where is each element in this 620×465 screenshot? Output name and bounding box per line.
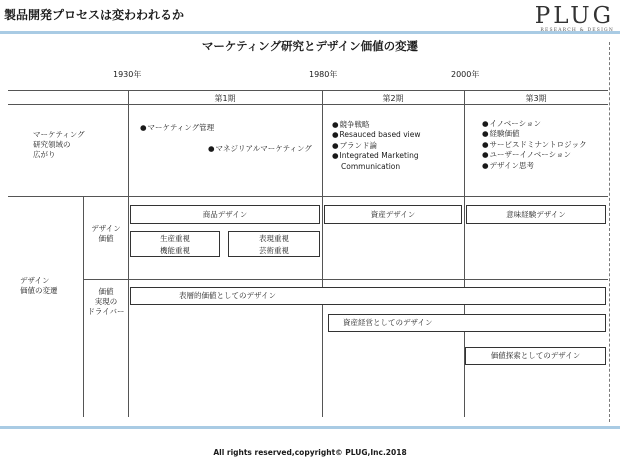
list-item-text: サービスドミナントロジック [489,139,587,149]
bullet-icon: ● [332,120,339,129]
marketing-scope-label [33,130,85,160]
marketing-item-text: マーケティング管理 [147,123,215,132]
list-item [332,141,420,151]
label-line: マーケティング [33,130,85,139]
marketing-list-phase3 [482,119,587,171]
box-line: 表現重視 [259,234,289,243]
phase-header-rule [8,104,608,105]
expression-focus-box [228,231,320,257]
list-item [332,151,420,161]
marketing-list-phase2 [332,120,420,172]
value-driver-label [86,287,126,317]
asset-management-design-box: 資産経営としてのデザイン [328,314,606,332]
marketing-item [140,122,214,133]
list-item-text: ブランド論 [339,140,378,150]
bullet-icon: ● [140,123,147,132]
list-item [332,130,420,140]
phase3-divider [464,90,465,417]
bullet-icon: ● [332,140,339,150]
label-line: デザイン [91,224,121,233]
footer-divider [0,426,620,429]
bullet-icon: ● [208,144,215,153]
list-item-text: 競争戦略 [339,120,370,129]
box-line: 芸術重視 [259,246,289,255]
bullet-icon: ● [482,150,489,160]
value-exploration-design-box: 価値探索としてのデザイン [465,347,606,365]
label-line: 価値 [98,287,114,296]
label-column-divider [83,196,84,417]
meaning-experience-design-box: 意味経験デザイン [466,205,606,224]
phase1-divider [128,90,129,417]
bullet-icon: ● [482,139,489,149]
product-design-box: 商品デザイン [130,205,320,224]
table-top-rule [8,90,608,91]
list-item-text: Resauced based view [339,130,421,140]
list-item-text: Integrated Marketing [339,151,419,161]
list-item-continuation: Communication [341,161,401,171]
year-label-2000: 2000年 [451,70,480,79]
page-header-title: 製品開発プロセスは変わわれるか [4,8,185,22]
slide-title: マーケティング研究とデザイン価値の変遷 [201,39,419,53]
design-value-evolution-label [20,276,58,296]
label-line: デザイン [20,276,50,285]
bullet-icon: ● [332,151,339,161]
header-divider [0,31,620,34]
bullet-icon: ● [482,119,489,128]
plug-logo [535,4,614,34]
list-item [482,119,587,129]
asset-design-box: 資産デザイン [324,205,462,224]
list-item [482,161,587,171]
list-item-text: 経験価値 [489,129,520,139]
label-line: 価値の変遷 [20,286,58,295]
label-line: ドライバー [87,307,125,316]
marketing-row-rule [8,196,608,197]
label-line: 実現の [94,297,118,306]
value-row-rule [83,279,608,280]
box-line: 機能重視 [160,246,190,255]
list-item-text: ユーザーイノベーション [489,150,571,160]
list-item [482,129,587,139]
phase-header-3: 第3期 [525,94,547,103]
phase-header-2: 第2期 [382,94,404,103]
copyright-notice: All rights reserved,copyright© PLUG,Inc.2018 [213,448,407,457]
marketing-item-text: マネジリアルマーケティング [215,144,312,153]
label-line: 価値 [98,234,114,243]
list-item [482,150,587,160]
label-line: 広がり [33,150,56,159]
phase2-divider [322,90,323,417]
design-value-label [90,224,122,244]
marketing-item [208,143,312,154]
label-line: 研究領域の [33,140,71,149]
list-item [482,140,587,150]
production-focus-box [130,231,220,257]
logo-wordmark: PLUG [534,3,614,29]
year-label-1930: 1930年 [113,70,142,79]
bullet-icon: ● [482,160,489,170]
phase-header-1: 第1期 [214,94,236,103]
page-edge-guide [609,42,610,422]
year-label-1980: 1980年 [309,70,338,79]
list-item-text: デザイン思考 [489,160,535,170]
bullet-icon: ● [332,130,339,140]
bullet-icon: ● [482,129,489,139]
list-item [332,120,420,130]
list-item-text: イノベーション [489,119,541,128]
box-line: 生産重視 [160,234,190,243]
surface-value-design-box: 表層的価値としてのデザイン [130,287,606,305]
